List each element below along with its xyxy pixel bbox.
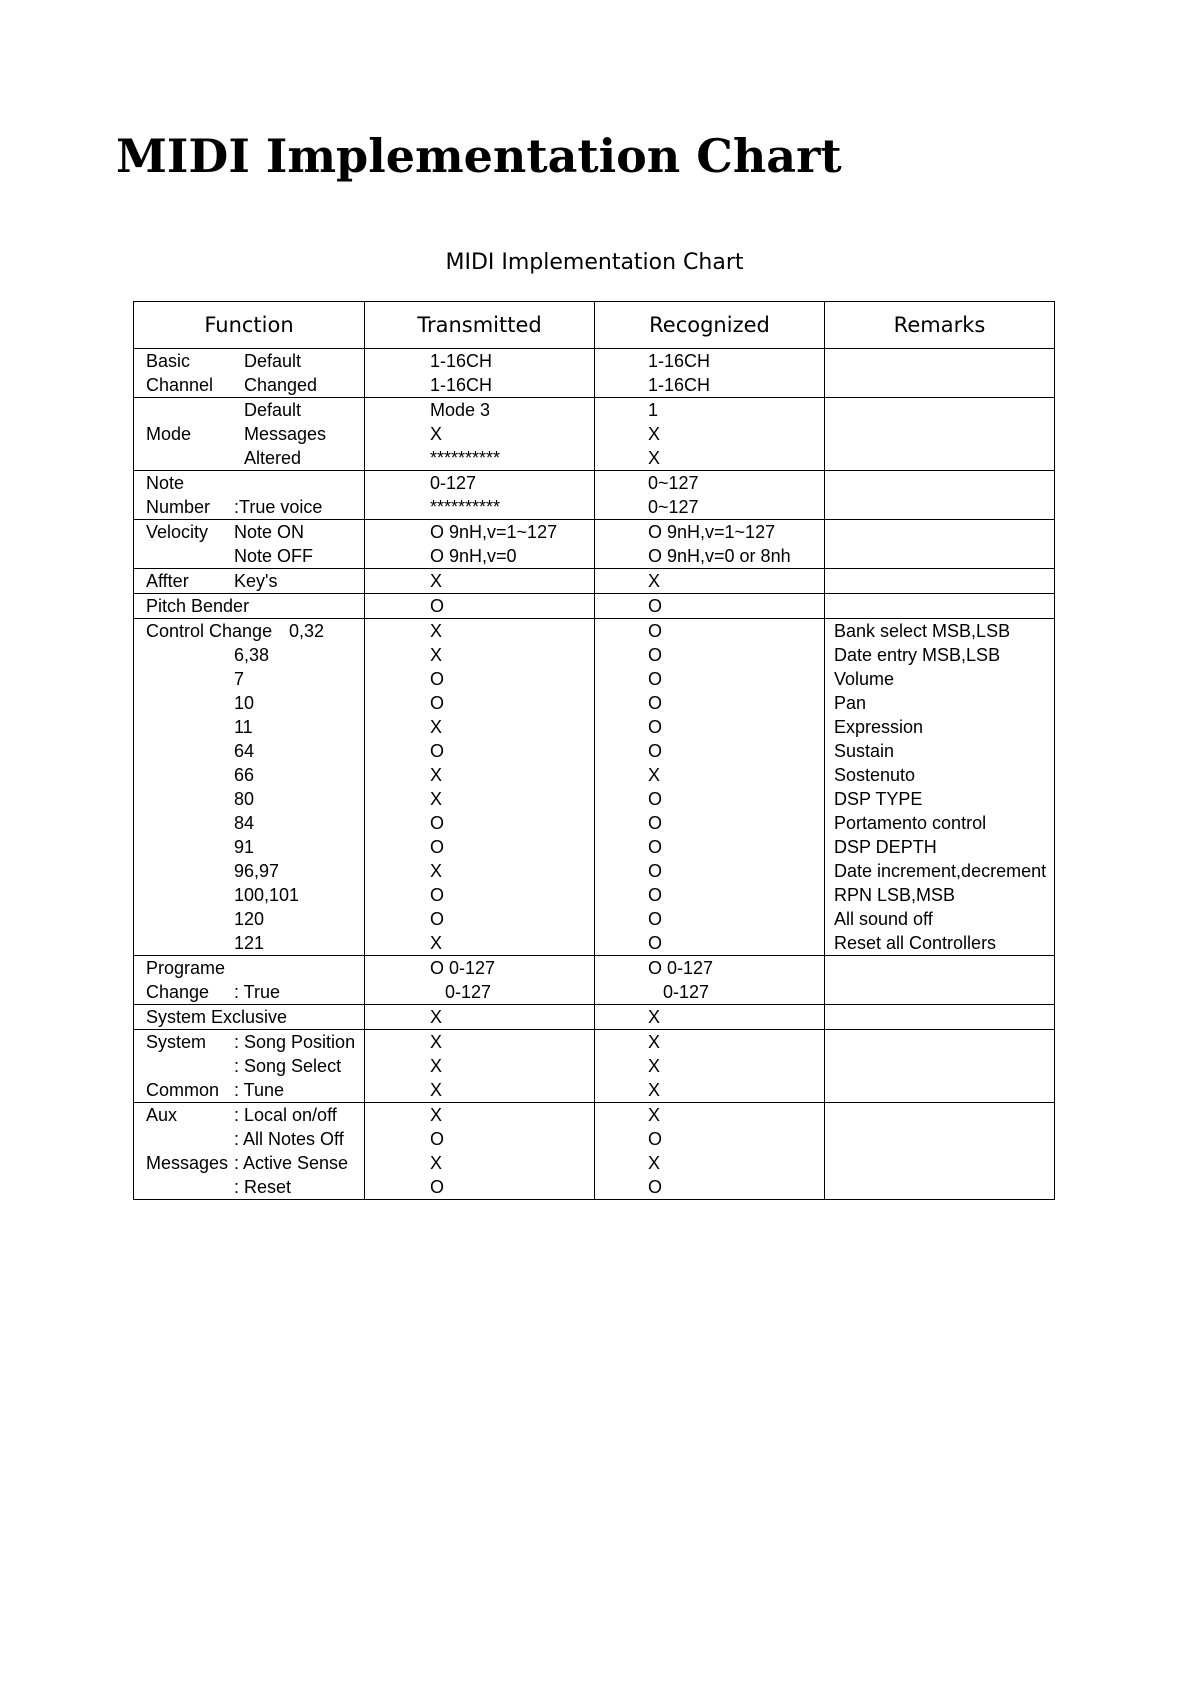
- function-label: System Exclusive: [146, 1007, 288, 1027]
- function-line: [146, 980, 364, 1004]
- transmitted-value: O: [430, 1129, 445, 1149]
- function-line: [146, 715, 364, 739]
- recognized-value: O: [648, 885, 663, 905]
- function-line: [146, 1127, 364, 1151]
- remarks-value: Date increment,decrement: [834, 861, 1047, 881]
- cell-remarks: [825, 594, 1055, 619]
- function-label: [146, 667, 234, 691]
- function-sub-label: 10: [234, 693, 255, 713]
- function-label: [146, 446, 244, 470]
- transmitted-value: X: [430, 1032, 443, 1052]
- function-line: [146, 373, 364, 397]
- function-line: [146, 859, 364, 883]
- recognized-value: O 9nH,v=0 or 8nh: [648, 546, 791, 566]
- remarks-value: [834, 1127, 1054, 1151]
- function-sub-label: 64: [234, 741, 255, 761]
- function-label: Pitch Bender: [146, 596, 250, 616]
- transmitted-value: X: [430, 1007, 443, 1027]
- table-row: [134, 1030, 1055, 1103]
- recognized-value: O: [648, 669, 663, 689]
- cell-remarks: [825, 1030, 1055, 1103]
- function-line: [146, 544, 364, 568]
- header-function: Function: [134, 302, 365, 349]
- function-label: [146, 1127, 234, 1151]
- cell-function: [134, 349, 365, 398]
- function-sub-label: : All Notes Off: [234, 1129, 344, 1149]
- function-label: [146, 787, 234, 811]
- transmitted-value: X: [430, 424, 443, 444]
- transmitted-value: O 9nH,v=1~127: [430, 522, 558, 542]
- cell-recognized: [595, 520, 825, 569]
- function-label: Mode: [146, 424, 192, 444]
- recognized-value: O 0-127: [648, 958, 714, 978]
- function-line: [146, 739, 364, 763]
- recognized-value: O: [648, 933, 663, 953]
- cell-recognized: [595, 619, 825, 956]
- function-line: [146, 691, 364, 715]
- cell-function: [134, 1103, 365, 1200]
- transmitted-value: 1-16CH: [430, 375, 493, 395]
- remarks-value: [834, 1175, 1054, 1199]
- recognized-value: 0-127: [648, 982, 710, 1002]
- function-sub-label: 84: [234, 813, 255, 833]
- remarks-value: [834, 398, 1054, 422]
- cell-recognized: [595, 1103, 825, 1200]
- recognized-value: O: [648, 693, 663, 713]
- transmitted-value: X: [430, 1105, 443, 1125]
- remarks-value: [834, 349, 1054, 373]
- remarks-value: Portamento control: [834, 813, 987, 833]
- recognized-value: O: [648, 813, 663, 833]
- remarks-value: [834, 1030, 1054, 1054]
- function-sub-label: : Active Sense: [234, 1153, 349, 1173]
- cell-remarks: [825, 520, 1055, 569]
- cell-function: [134, 520, 365, 569]
- function-sub-label: Altered: [244, 448, 302, 468]
- function-label: [146, 811, 234, 835]
- remarks-value: [834, 373, 1054, 397]
- function-line: [146, 907, 364, 931]
- cell-recognized: [595, 398, 825, 471]
- cell-transmitted: [365, 956, 595, 1005]
- function-line: [146, 1175, 364, 1199]
- remarks-value: Volume: [834, 669, 895, 689]
- transmitted-value: X: [430, 765, 443, 785]
- recognized-value: X: [648, 1105, 661, 1125]
- cell-recognized: [595, 569, 825, 594]
- recognized-value: O: [648, 789, 663, 809]
- function-line: [146, 763, 364, 787]
- table-header-row: [134, 302, 1055, 349]
- remarks-value: Sostenuto: [834, 765, 916, 785]
- function-sub-label: : Song Position: [234, 1032, 356, 1052]
- function-label: [146, 715, 234, 739]
- cell-remarks: [825, 619, 1055, 956]
- function-line: [146, 471, 364, 495]
- cell-transmitted: [365, 520, 595, 569]
- cell-transmitted: [365, 594, 595, 619]
- cell-function: [134, 398, 365, 471]
- transmitted-value: X: [430, 861, 443, 881]
- cell-remarks: [825, 349, 1055, 398]
- recognized-value: O: [648, 741, 663, 761]
- cell-function: [134, 471, 365, 520]
- header-transmitted: Transmitted: [365, 302, 595, 349]
- function-label: Affter: [146, 571, 189, 591]
- cell-recognized: [595, 594, 825, 619]
- remarks-value: [834, 569, 1054, 593]
- remarks-value: Expression: [834, 717, 924, 737]
- cell-recognized: [595, 349, 825, 398]
- cell-transmitted: [365, 1005, 595, 1030]
- function-sub-label: 11: [234, 717, 253, 737]
- remarks-value: [834, 594, 1054, 618]
- function-line: [146, 667, 364, 691]
- remarks-value: [834, 495, 1054, 519]
- transmitted-value: X: [430, 645, 443, 665]
- function-sub-label: Key's: [234, 571, 278, 591]
- function-sub-label: Default: [244, 400, 302, 420]
- function-line: [146, 1078, 364, 1102]
- transmitted-value: X: [430, 933, 443, 953]
- table-row: [134, 956, 1055, 1005]
- function-sub-label: : Local on/off: [234, 1105, 337, 1125]
- chart-title: MIDI Implementation Chart: [445, 250, 744, 275]
- cell-transmitted: [365, 1030, 595, 1103]
- remarks-value: [834, 446, 1054, 470]
- cell-recognized: [595, 1005, 825, 1030]
- transmitted-value: O 9nH,v=0: [430, 546, 517, 566]
- cell-recognized: [595, 471, 825, 520]
- function-label: [146, 931, 234, 955]
- function-label: Number: [146, 497, 211, 517]
- recognized-value: X: [648, 1056, 661, 1076]
- recognized-value: 0~127: [648, 473, 699, 493]
- function-label: Note: [146, 473, 185, 493]
- function-line: [146, 1151, 364, 1175]
- transmitted-value: O 0-127: [430, 958, 496, 978]
- transmitted-value: X: [430, 1153, 443, 1173]
- function-sub-label: 6,38: [234, 645, 270, 665]
- function-sub-label: Messages: [244, 424, 327, 444]
- table-row: [134, 594, 1055, 619]
- remarks-value: [834, 980, 1054, 1004]
- cell-function: [134, 956, 365, 1005]
- table-row: [134, 1005, 1055, 1030]
- function-sub-label: 80: [234, 789, 255, 809]
- function-sub-label: 91: [234, 837, 255, 857]
- cell-transmitted: [365, 569, 595, 594]
- transmitted-value: O: [430, 693, 445, 713]
- cell-remarks: [825, 1005, 1055, 1030]
- recognized-value: X: [648, 1032, 661, 1052]
- transmitted-value: **********: [430, 497, 501, 517]
- function-label: Aux: [146, 1105, 178, 1125]
- recognized-value: X: [648, 1153, 661, 1173]
- function-sub-label: 100,101: [234, 885, 300, 905]
- function-label: [146, 544, 234, 568]
- recognized-value: 1-16CH: [648, 351, 711, 371]
- table-row: [134, 1103, 1055, 1200]
- function-sub-label: 96,97: [234, 861, 280, 881]
- cell-function: [134, 619, 365, 956]
- function-line: [146, 643, 364, 667]
- cell-function: [134, 1030, 365, 1103]
- function-sub-label: : True: [234, 982, 281, 1002]
- table-row: [134, 569, 1055, 594]
- midi-implementation-table: [133, 301, 1055, 1200]
- transmitted-value: 1-16CH: [430, 351, 493, 371]
- transmitted-value: **********: [430, 448, 501, 468]
- remarks-value: All sound off: [834, 909, 933, 929]
- remarks-value: Sustain: [834, 741, 895, 761]
- transmitted-value: X: [430, 1080, 443, 1100]
- remarks-value: RPN LSB,MSB: [834, 885, 956, 905]
- cell-remarks: [825, 1103, 1055, 1200]
- function-label: [146, 883, 234, 907]
- function-line: [146, 956, 364, 980]
- function-label: [146, 739, 234, 763]
- recognized-value: X: [648, 1080, 661, 1100]
- function-line: [146, 1030, 364, 1054]
- function-sub-label: 66: [234, 765, 255, 785]
- recognized-value: O: [648, 1177, 663, 1197]
- remarks-value: [834, 956, 1054, 980]
- function-label: System: [146, 1032, 207, 1052]
- transmitted-value: O: [430, 596, 445, 616]
- function-label: Basic: [146, 351, 191, 371]
- cell-transmitted: [365, 1103, 595, 1200]
- function-sub-label: : Song Select: [234, 1056, 342, 1076]
- function-label: [146, 398, 244, 422]
- function-line: [146, 594, 364, 618]
- table-row: [134, 398, 1055, 471]
- remarks-value: DSP DEPTH: [834, 837, 937, 857]
- recognized-value: O: [648, 717, 663, 737]
- remarks-value: [834, 422, 1054, 446]
- function-line: [146, 787, 364, 811]
- remarks-value: [834, 520, 1054, 544]
- function-label: [146, 691, 234, 715]
- recognized-value: O: [648, 909, 663, 929]
- function-line: [146, 422, 364, 446]
- function-label: [146, 763, 234, 787]
- cell-transmitted: [365, 619, 595, 956]
- cell-remarks: [825, 956, 1055, 1005]
- transmitted-value: X: [430, 789, 443, 809]
- transmitted-value: O: [430, 909, 445, 929]
- function-label: [146, 907, 234, 931]
- function-sub-label: Note OFF: [234, 546, 314, 566]
- function-sub-label: 7: [234, 669, 245, 689]
- recognized-value: O: [648, 645, 663, 665]
- function-label: Common: [146, 1080, 220, 1100]
- recognized-value: 0~127: [648, 497, 699, 517]
- recognized-value: 1: [648, 400, 659, 420]
- cell-remarks: [825, 471, 1055, 520]
- function-line: [146, 520, 364, 544]
- table-row: [134, 520, 1055, 569]
- function-sub-label: : Tune: [234, 1080, 285, 1100]
- cell-recognized: [595, 1030, 825, 1103]
- function-line: [146, 811, 364, 835]
- function-sub-label: 0,32: [289, 621, 325, 641]
- remarks-value: [834, 1054, 1054, 1078]
- recognized-value: O: [648, 1129, 663, 1149]
- function-line: [146, 1054, 364, 1078]
- recognized-value: O: [648, 621, 663, 641]
- remarks-value: [834, 471, 1054, 495]
- transmitted-value: O: [430, 741, 445, 761]
- transmitted-value: O: [430, 885, 445, 905]
- cell-function: [134, 569, 365, 594]
- remarks-value: [834, 1005, 1054, 1029]
- cell-recognized: [595, 956, 825, 1005]
- remarks-value: Reset all Controllers: [834, 933, 997, 953]
- page-title: MIDI Implementation Chart: [116, 129, 842, 183]
- recognized-value: X: [648, 571, 661, 591]
- table-row: [134, 619, 1055, 956]
- recognized-value: O: [648, 861, 663, 881]
- function-label: Messages: [146, 1153, 229, 1173]
- function-sub-label: Note ON: [234, 522, 305, 542]
- function-sub-label: Changed: [244, 375, 318, 395]
- transmitted-value: O: [430, 837, 445, 857]
- transmitted-value: X: [430, 621, 443, 641]
- remarks-value: Date entry MSB,LSB: [834, 645, 1001, 665]
- function-line: [146, 883, 364, 907]
- function-sub-label: 120: [234, 909, 265, 929]
- cell-remarks: [825, 569, 1055, 594]
- remarks-value: Pan: [834, 693, 867, 713]
- function-line: [146, 446, 364, 470]
- transmitted-value: O: [430, 1177, 445, 1197]
- function-line: [146, 619, 364, 643]
- recognized-value: X: [648, 424, 661, 444]
- header-remarks: Remarks: [825, 302, 1055, 349]
- function-line: [146, 349, 364, 373]
- function-label: Programe: [146, 958, 226, 978]
- function-line: [146, 835, 364, 859]
- recognized-value: O 9nH,v=1~127: [648, 522, 776, 542]
- transmitted-value: Mode 3: [430, 400, 491, 420]
- function-sub-label: :True voice: [234, 497, 323, 517]
- function-line: [146, 931, 364, 955]
- function-sub-label: Default: [244, 351, 302, 371]
- function-label: Velocity: [146, 522, 209, 542]
- function-label: [146, 1054, 234, 1078]
- function-line: [146, 1103, 364, 1127]
- remarks-value: Bank select MSB,LSB: [834, 621, 1011, 641]
- cell-transmitted: [365, 471, 595, 520]
- recognized-value: X: [648, 1007, 661, 1027]
- function-label: Control Change: [146, 621, 273, 641]
- function-line: [146, 398, 364, 422]
- header-recognized: Recognized: [595, 302, 825, 349]
- remarks-value: [834, 544, 1054, 568]
- recognized-value: X: [648, 448, 661, 468]
- remarks-value: [834, 1151, 1054, 1175]
- transmitted-value: O: [430, 669, 445, 689]
- function-label: [146, 835, 234, 859]
- function-line: [146, 569, 364, 593]
- cell-remarks: [825, 398, 1055, 471]
- remarks-value: DSP TYPE: [834, 789, 923, 809]
- cell-function: [134, 594, 365, 619]
- table-row: [134, 471, 1055, 520]
- remarks-value: [834, 1103, 1054, 1127]
- recognized-value: 1-16CH: [648, 375, 711, 395]
- function-sub-label: : Reset: [234, 1177, 292, 1197]
- recognized-value: X: [648, 765, 661, 785]
- function-label: Channel: [146, 375, 214, 395]
- function-line: [146, 495, 364, 519]
- function-label: [146, 1175, 234, 1199]
- cell-transmitted: [365, 349, 595, 398]
- transmitted-value: X: [430, 571, 443, 591]
- table-row: [134, 349, 1055, 398]
- transmitted-value: 0-127: [430, 982, 492, 1002]
- recognized-value: O: [648, 837, 663, 857]
- transmitted-value: X: [430, 1056, 443, 1076]
- transmitted-value: 0-127: [430, 473, 477, 493]
- function-label: [146, 643, 234, 667]
- cell-function: [134, 1005, 365, 1030]
- function-label: Change: [146, 982, 210, 1002]
- transmitted-value: O: [430, 813, 445, 833]
- function-label: [146, 859, 234, 883]
- remarks-value: [834, 1078, 1054, 1102]
- function-sub-label: 121: [234, 933, 265, 953]
- recognized-value: O: [648, 596, 663, 616]
- cell-transmitted: [365, 398, 595, 471]
- function-line: [146, 1005, 364, 1029]
- transmitted-value: X: [430, 717, 443, 737]
